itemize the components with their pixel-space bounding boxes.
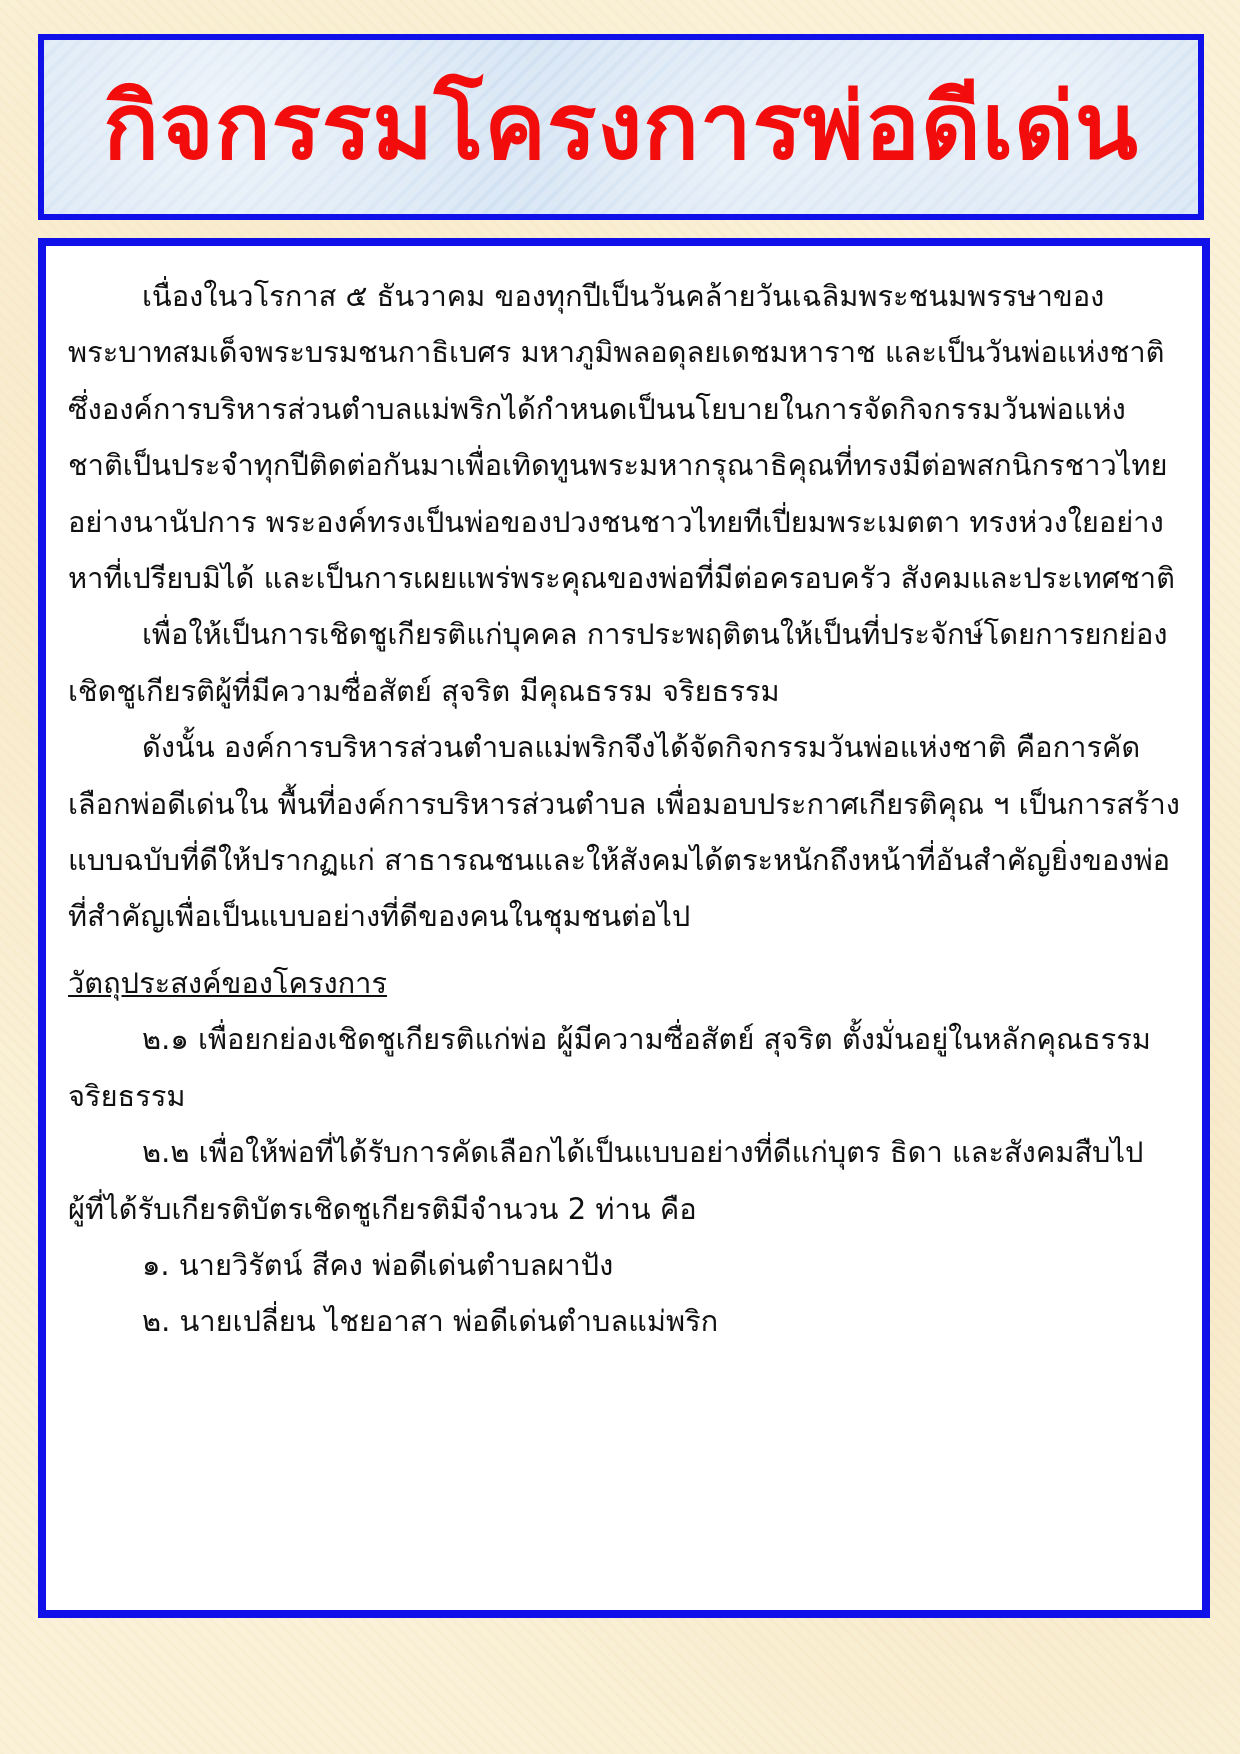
- recipients-intro: ผู้ที่ได้รับเกียรติบัตรเชิดชูเกียรติมีจำนวน 2 ท่าน คือ: [68, 1191, 697, 1226]
- objective-item-1: ๒.๑ เพื่อยกย่องเชิดชูเกียรติแก่พ่อ ผู้มีความซื่อสัตย์ สุจริต ตั้งมั่นอยู่ในหลักคุณธรรม จริยธรรม: [68, 1022, 1151, 1113]
- content-panel: [38, 238, 1210, 1618]
- objective-item-2: ๒.๒ เพื่อให้พ่อที่ได้รับการคัดเลือกได้เป็นแบบอย่างที่ดีแก่บุตร ธิดา และสังคมสืบไป: [142, 1135, 1144, 1170]
- title-banner: [38, 34, 1204, 220]
- intro-paragraph-1: เนื่องในวโรกาส ๕ ธันวาคม ของทุกปีเป็นวันคล้ายวันเฉลิมพระชนมพรรษาของพระบาทสมเด็จพระบรมชนกาธิเบศร มหาภูมิพลอดุลยเดชมหาราช และเป็นวันพ่อแห่งชาติ ซึ่งองค์การบริหารส่วนตำบลแม่พริกได้กำหนดเป็นนโยบายในการจัดกิจกรรมวันพ่อแห่งชาติเป็นประจำทุกปีติดต่อกันมาเพื่อเทิดทูนพระมหากรุณาธิคุณที่ทรงมีต่อพสกนิกรชาวไทยอย่างนานัปการ พระองค์ทรงเป็นพ่อของปวงชนชาวไทยทีเปี่ยมพระเมตตา ทรงห่วงใยอย่างหาที่เปรียบมิได้ และเป็นการเผยแพร่พระคุณของพ่อที่มีต่อครอบครัว สังคมและประเทศชาติ: [68, 279, 1175, 596]
- page-title: กิจกรรมโครงการพ่อดีเด่น: [103, 73, 1139, 180]
- objectives-heading: วัตถุประสงค์ของโครงการ: [68, 965, 388, 1000]
- intro-paragraph-3: ดังนั้น องค์การบริหารส่วนตำบลแม่พริกจึงได้จัดกิจกรรมวันพ่อแห่งชาติ คือการคัดเลือกพ่อดีเด่นใน พื้นที่องค์การบริหารส่วนตำบล เพื่อมอบประกาศเกียรติคุณ ฯ เป็นการสร้างแบบฉบับที่ดีให้ปรากฏแก่ สาธารณชนและให้สังคมได้ตระหนักถึงหน้าที่อันสำคัญยิ่งของพ่อที่สำคัญเพื่อเป็นแบบอย่างที่ดีของคนในชุมชนต่อไป: [68, 730, 1180, 934]
- recipient-item-2: ๒. นายเปลี่ยน ไชยอาสา พ่อดีเด่นตำบลแม่พริก: [142, 1304, 719, 1339]
- recipient-item-1: ๑. นายวิรัตน์ สีคง พ่อดีเด่นตำบลผาปัง: [142, 1247, 614, 1282]
- intro-paragraph-2: เพื่อให้เป็นการเชิดชูเกียรติแก่บุคคล การประพฤติตนให้เป็นที่ประจักษ์โดยการยกย่องเชิดชูเกียรติผู้ที่มีความซื่อสัตย์ สุจริต มีคุณธรรม จริยธรรม: [68, 617, 1168, 708]
